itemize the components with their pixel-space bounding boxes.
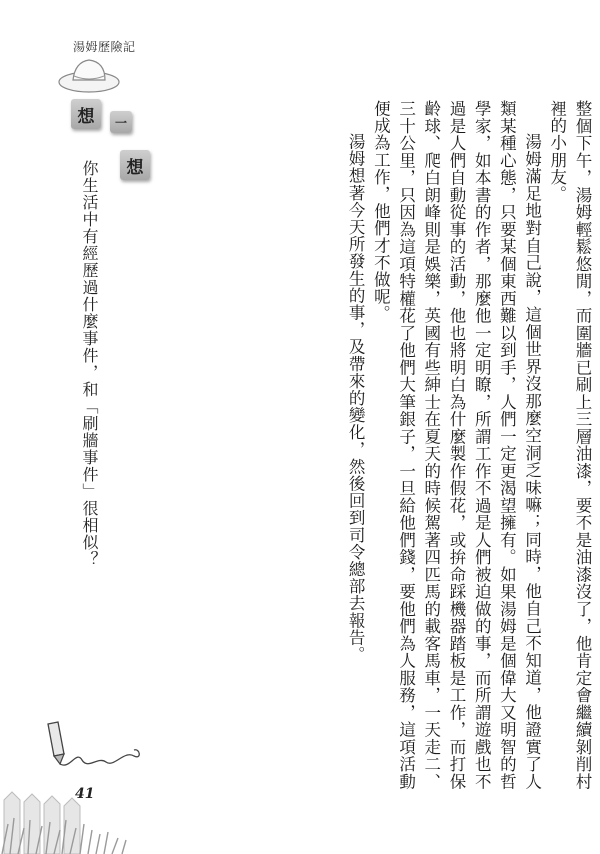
think-tile-1: 想	[71, 99, 101, 129]
hat-icon	[55, 52, 125, 94]
main-text	[235, 100, 595, 790]
paragraph-1: 整個下午，湯姆輕鬆悠閒，而圍牆已刷上三層油漆，要不是油漆沒了，他肯定會繼續剝削村裡的小朋友。	[547, 100, 592, 790]
reflection-question: 你生活中有經歷過什麼事件，和「刷牆事件」很相似？	[80, 160, 99, 568]
page-number: 41	[75, 786, 95, 802]
think-tile-2: 一	[110, 111, 132, 133]
think-tile-3: 想	[120, 150, 150, 180]
paragraph-2: 湯姆滿足地對自己說，這個世界沒那麼空洞乏味嘛；同時，他自己不知道，他證實了人類某種心態，只要某個東西難以到手，人們一定更渴望擁有。如果湯姆是個偉大又明智的哲學家，如本書的作者，那麼他一定明瞭，所謂工作不過是人們被迫做的事，而所謂遊戲也不過是人們自動從事的活動，他也將明白為什麼製作假花，或拚命踩機器踏板是工作，而打保齡球、爬白朗峰則是娛樂，英國有些紳士在夏天的時候駕著四匹馬的載客馬車，一天走二、三十公里，只因為這項特權花了他們大筆銀子，一旦給他們錢，要他們為人服務，這項活動便成為工作，他們才不做呢。	[371, 100, 542, 790]
grass-fence-icon	[0, 780, 140, 854]
think-about-it-box	[60, 95, 170, 225]
book-title: 湯姆歷險記	[73, 40, 136, 54]
running-header	[55, 28, 150, 98]
pencil-icon	[42, 720, 152, 780]
paragraph-3: 湯姆想著今天所發生的事，及帶來的變化，然後回到司令總部去報告。	[346, 133, 366, 664]
